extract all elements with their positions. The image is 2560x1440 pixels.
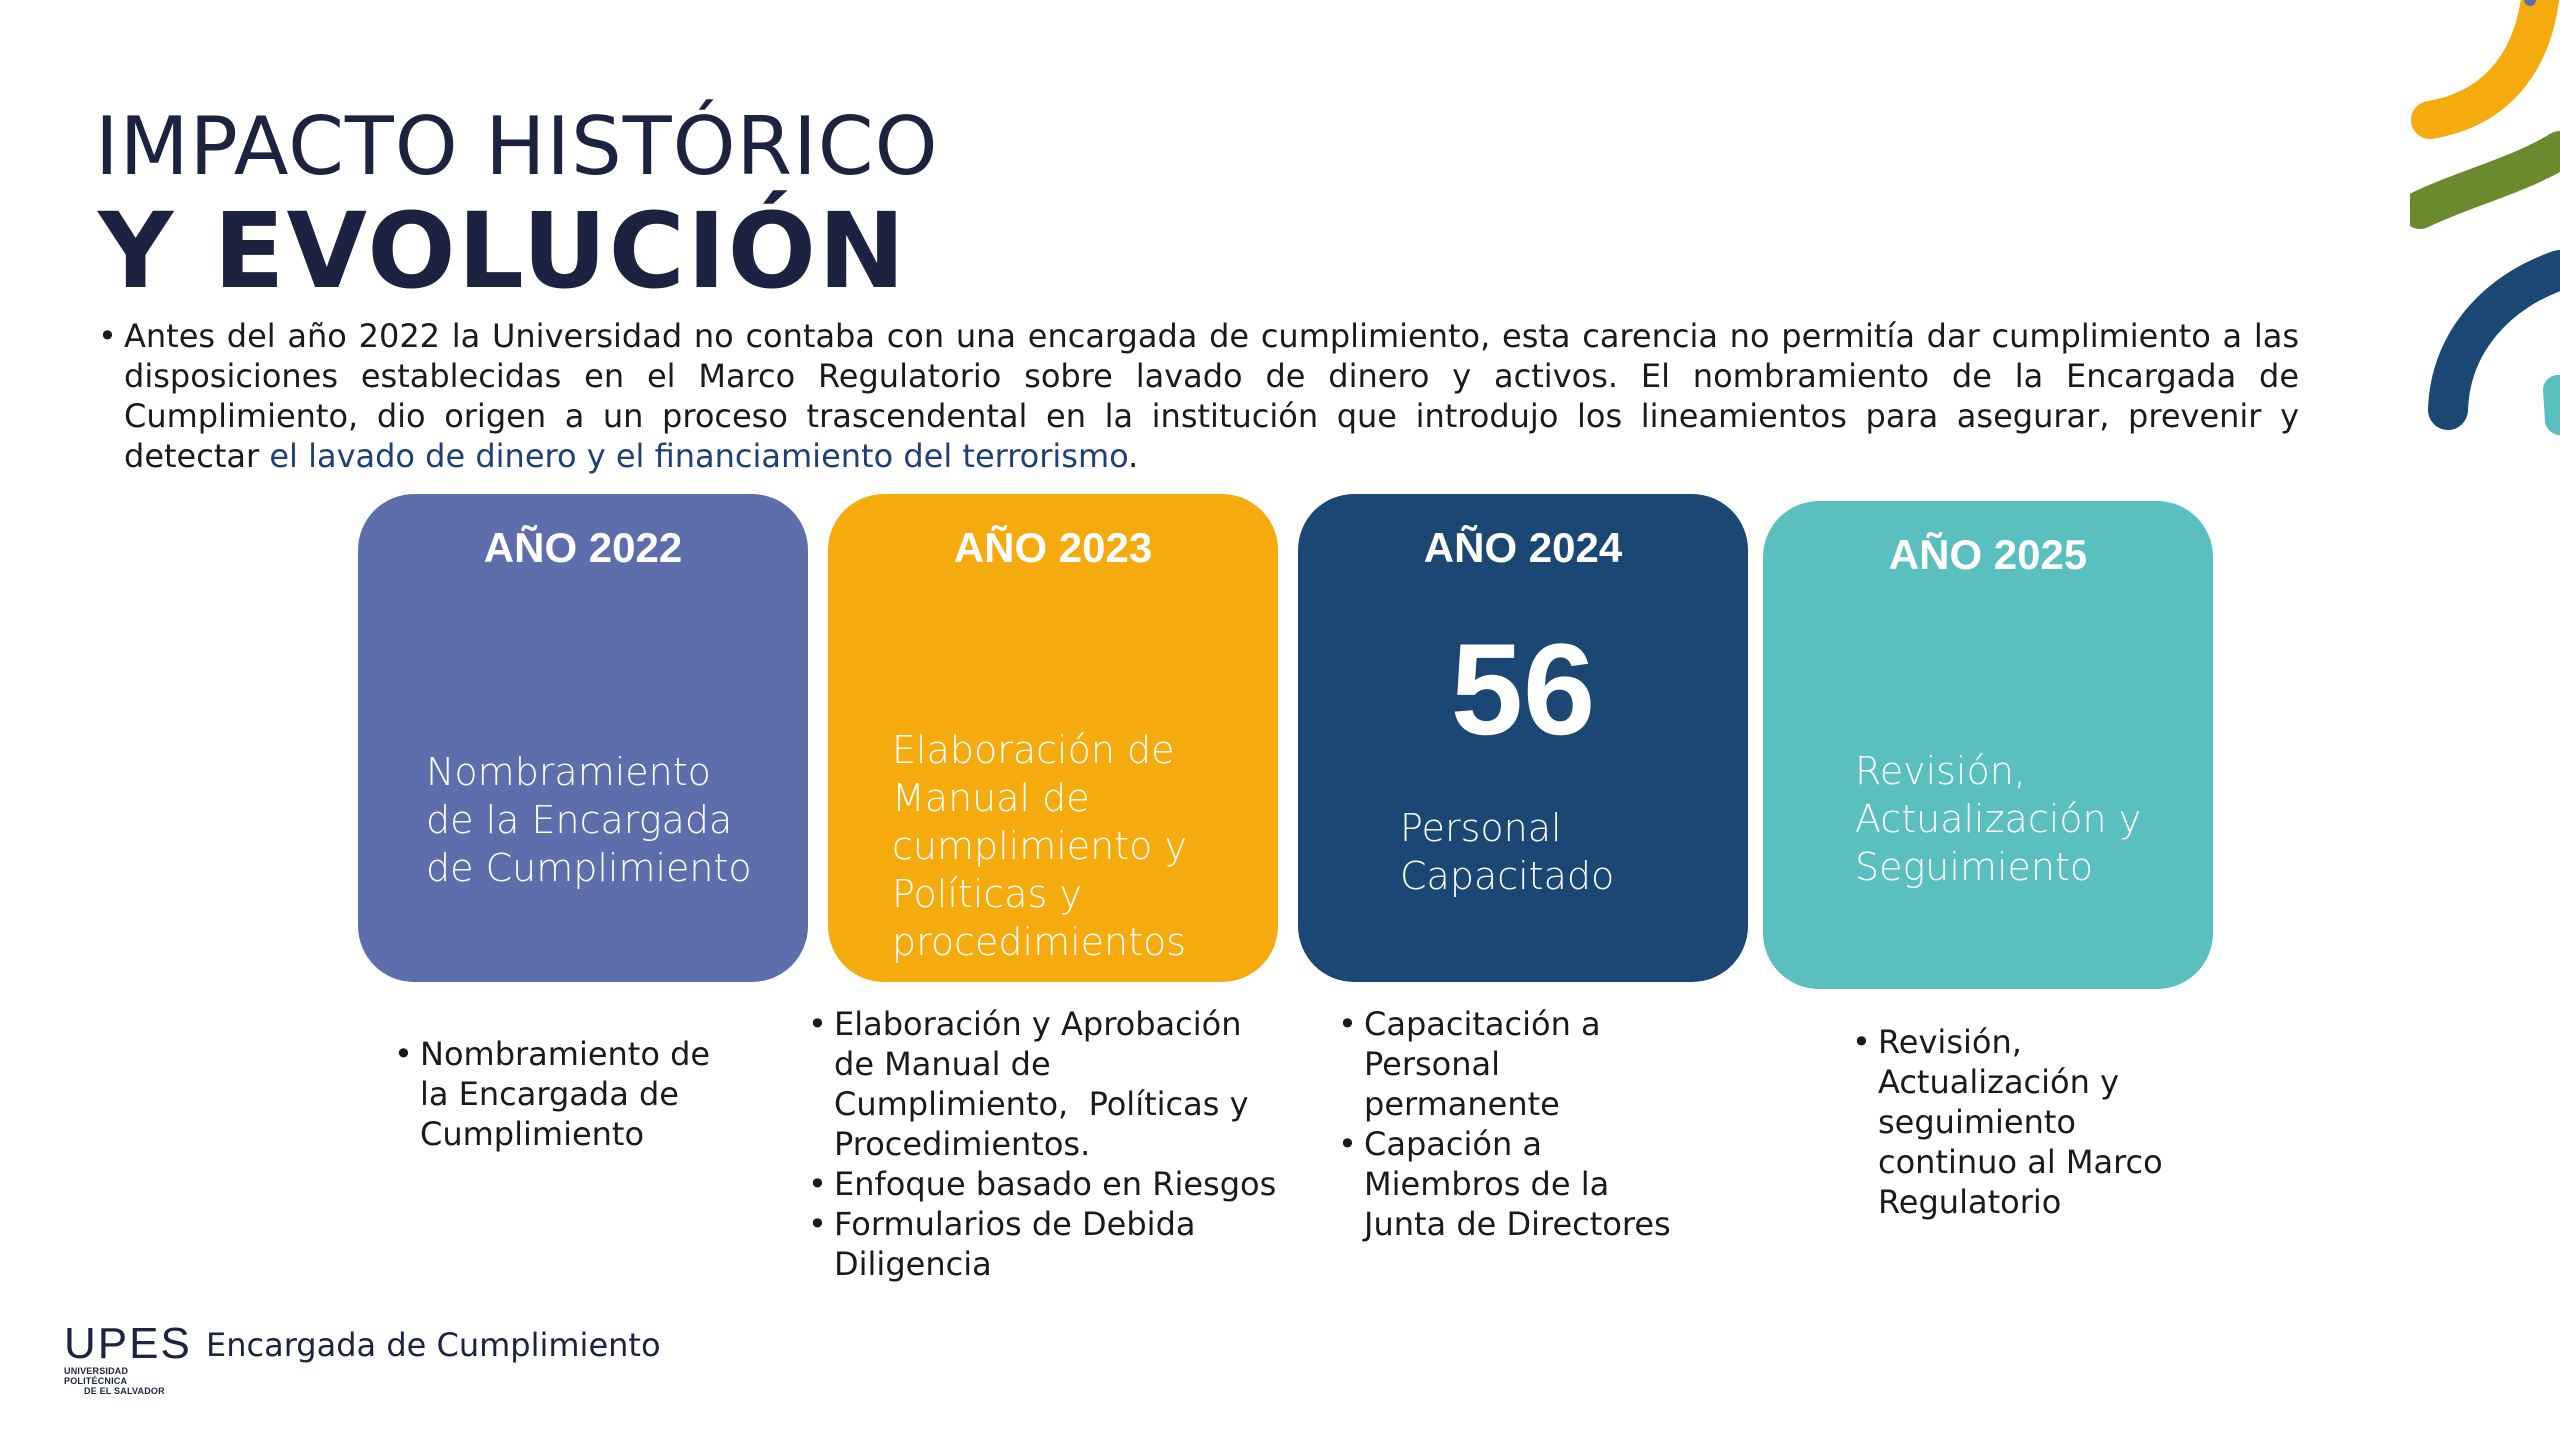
logo-mark: UPES <box>64 1319 192 1368</box>
list-item-line: Cumplimiento, Políticas y <box>834 1085 1249 1123</box>
card-year: AÑO 2025 <box>1888 531 2088 578</box>
title-line-2: Y EVOLUCIÓN <box>98 190 908 312</box>
card-label <box>1400 804 1614 900</box>
list-item <box>808 1204 1308 1284</box>
card-big-number: 56 <box>1450 616 1596 762</box>
list-item-line: Junta de Directores <box>1364 1205 1671 1243</box>
upes-logo <box>64 1319 194 1396</box>
list-item-line: permanente <box>1364 1085 1560 1123</box>
card-label-line: procedimientos <box>892 920 1187 964</box>
list-item-line: Diligencia <box>834 1245 992 1283</box>
details-2025 <box>1852 1022 2252 1222</box>
title-line-1: IMPACTO HISTÓRICO <box>95 100 939 193</box>
list-item-line: Actualización y <box>1878 1063 2119 1101</box>
card-label <box>892 726 1187 966</box>
list-item-line: continuo al Marco <box>1878 1143 2163 1181</box>
list-item-line: Personal <box>1364 1045 1501 1083</box>
card-year: AÑO 2023 <box>953 524 1153 571</box>
intro-highlight: el lavado de dinero y el financiamiento del terrorismo <box>269 437 1129 475</box>
list-item-line: • Nombramiento de <box>420 1035 711 1073</box>
bullet-icon: • <box>98 317 117 355</box>
card-2023 <box>828 494 1278 982</box>
decorative-strokes <box>2410 0 2560 440</box>
card-label <box>1855 747 2141 891</box>
list-item-line: Regulatorio <box>1878 1183 2062 1221</box>
card-label-line: de la Encargada <box>426 798 733 842</box>
details-2022 <box>394 1034 794 1154</box>
card-label-line: Capacitado <box>1400 854 1615 898</box>
details-2024 <box>1338 1004 1758 1244</box>
list-item-line: • Formularios de Debida <box>834 1205 1196 1243</box>
list-item-line: • Elaboración y Aprobación <box>834 1005 1242 1043</box>
card-label-line: Actualización y <box>1855 797 2142 841</box>
stroke-green <box>2420 150 2560 210</box>
list-item-line: • Enfoque basado en Riesgos <box>834 1165 1277 1203</box>
list-item-line: de Manual de <box>834 1045 1051 1083</box>
card-2025 <box>1763 501 2213 989</box>
list-item-line: • Revisión, <box>1878 1023 2022 1061</box>
card-label-line: Elaboración de <box>892 728 1175 772</box>
card-label <box>426 748 752 892</box>
card-2022 <box>358 494 808 982</box>
card-2024 <box>1298 494 1748 982</box>
card-year: AÑO 2022 <box>483 524 683 571</box>
logo-subtitle-1: UNIVERSIDAD POLITÉCNICA <box>64 1366 129 1386</box>
footer-text: Encargada de Cumplimiento <box>206 1326 661 1364</box>
list-item <box>808 1004 1308 1164</box>
list-item <box>394 1034 794 1154</box>
card-label-line: Políticas y <box>892 872 1082 916</box>
card-label-line: Personal <box>1400 806 1562 850</box>
list-item-line: Miembros de la <box>1364 1165 1610 1203</box>
list-item <box>808 1164 1308 1204</box>
card-year: AÑO 2024 <box>1423 524 1623 571</box>
list-item-line: la Encargada de <box>420 1075 679 1113</box>
card-label-line: de Cumplimiento <box>426 846 752 890</box>
card-label-line: Manual de <box>892 776 1090 820</box>
list-item-line: • Capacitación a <box>1364 1005 1601 1043</box>
card-label-line: Revisión, <box>1855 749 2026 793</box>
details-2023 <box>808 1004 1308 1284</box>
intro-text: Antes del año 2022 la Universidad no contaba con una encargada de cumplimiento, esta carencia no permitía dar cumplimiento a las disposiciones establecidas en el Marco Regulatorio sobre lavado de dinero y activos. El nombramiento de la Encargada de Cumplimiento, dio origen a un proceso trascendental en la institución que introdujo los lineamientos para asegurar, prevenir y detectar <box>124 317 2299 475</box>
intro-paragraph <box>98 316 2299 476</box>
list-item <box>1338 1124 1758 1244</box>
list-item-line: Cumplimiento <box>420 1115 645 1153</box>
card-label-line: Nombramiento <box>426 750 711 794</box>
card-label-line: Seguimiento <box>1855 845 2094 889</box>
card-label-line: cumplimiento y <box>892 824 1187 868</box>
logo-subtitle-2: DE EL SALVADOR <box>84 1386 165 1396</box>
list-item-line: • Capación a <box>1364 1125 1542 1163</box>
list-item <box>1338 1004 1758 1124</box>
list-item-line: seguimiento <box>1878 1103 2076 1141</box>
list-item-line: Procedimientos. <box>834 1125 1091 1163</box>
intro-text-end: . <box>1128 437 1139 475</box>
stroke-orange <box>2430 0 2540 120</box>
list-item <box>1852 1022 2252 1222</box>
